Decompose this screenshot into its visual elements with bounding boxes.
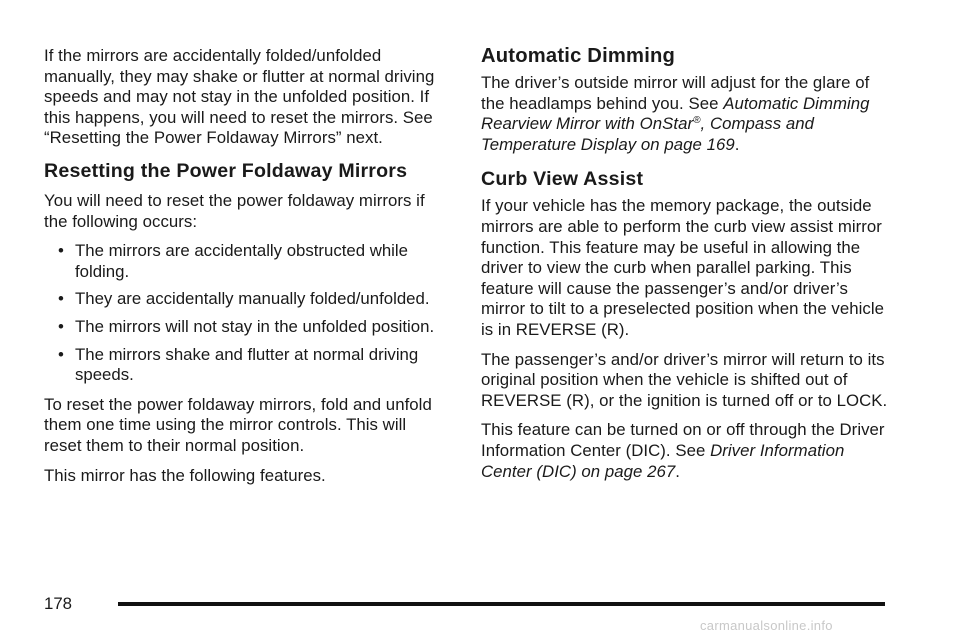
list-item [44, 241, 446, 282]
left-column [44, 46, 446, 495]
footer-divider [118, 602, 885, 606]
list-item-text: The mirrors shake and flutter at normal driving speeds. [75, 344, 419, 385]
list-item-text: The mirrors are accidentally obstructed while folding. [75, 241, 408, 281]
dic-reference[interactable]: Driver Information Center (DIC) on page 267 [481, 440, 845, 481]
reset-instructions-paragraph: To reset the power foldaway mirrors, fold and unfold them one time using the mirror controls. This will reset them to their normal position. [44, 394, 432, 455]
list-item-text: The mirrors will not stay in the unfolded position. [75, 316, 435, 336]
bullet-mark: • [58, 344, 64, 364]
automatic-dimming-text: The driver’s outside mirror will adjust for the glare of the headlamps behind you. See [481, 73, 870, 113]
reset-mirrors-heading: Resetting the Power Foldaway Mirrors [44, 159, 408, 182]
registered-mark: ® [693, 115, 701, 127]
bullet-mark: • [58, 289, 64, 309]
curb-view-assist-heading: Curb View Assist [481, 168, 644, 191]
sentence-end: . [734, 134, 740, 154]
sentence-end: . [675, 461, 681, 481]
automatic-dimming-paragraph [481, 73, 889, 155]
list-item [44, 345, 446, 386]
right-column [481, 46, 889, 491]
features-intro-paragraph: This mirror has the following features. [44, 465, 326, 485]
curb-view-paragraph-2: The passenger’s and/or driver’s mirror will return to its original position when the vehicle is shifted out of REVERSE (R), or the ignition is turned off or to LOCK. [481, 349, 888, 410]
page-number: 178 [44, 594, 72, 613]
curb-view-text: This feature can be turned on or off through the Driver Information Center (DIC). See [481, 420, 885, 460]
automatic-dimming-heading: Automatic Dimming [481, 45, 676, 67]
watermark: carmanualsonline.info [700, 618, 833, 633]
list-item-text: They are accidentally manually folded/unfolded. [75, 289, 430, 309]
list-item [44, 317, 446, 338]
list-item [44, 289, 446, 310]
reference-page: , Compass and Temperature Display on page 169 [481, 114, 815, 154]
reset-conditions-list [44, 241, 446, 386]
intro-paragraph: If the mirrors are accidentally folded/unfolded manually, they may shake or flutter at normal driving speeds and may not stay in the unfolded position. If this happens, you will need to reset the mirrors. See “Resetting the Power Foldaway Mirrors” next. [44, 46, 435, 148]
bullet-mark: • [58, 316, 64, 336]
curb-view-paragraph-1: If your vehicle has the memory package, the outside mirrors are able to perform the curb view assist mirror function. This feature may be useful in allowing the driver to view the curb when parallel parking. This feature will cause the passenger’s and/or driver’s mirror to tilt to a preselected position when the vehicle is in REVERSE (R). [481, 196, 885, 339]
curb-view-paragraph-3 [481, 420, 889, 482]
reset-intro-paragraph: You will need to reset the power foldaway mirrors if the following occurs: [44, 190, 425, 231]
bullet-mark: • [58, 241, 64, 261]
reference-title: Automatic Dimming Rearview Mirror with OnStar [481, 93, 870, 134]
